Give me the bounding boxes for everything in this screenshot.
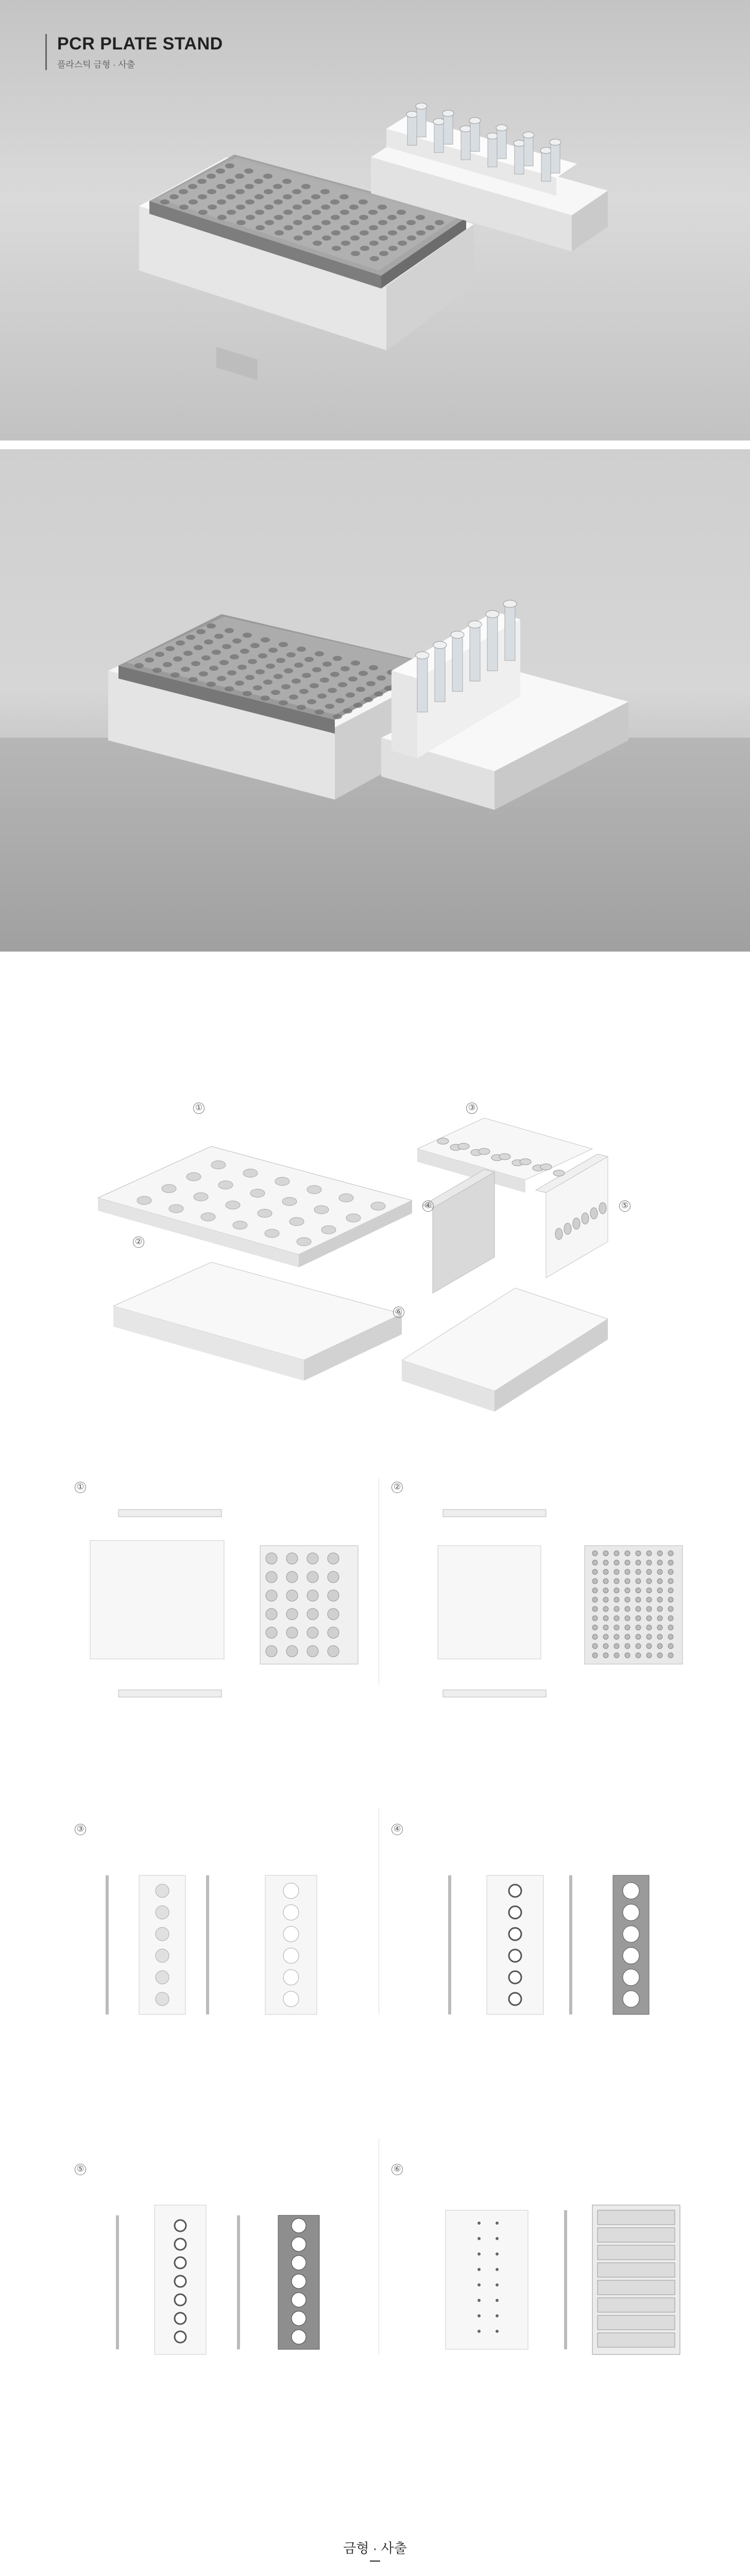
callout-3: ③: [466, 1103, 478, 1114]
page-title: PCR PLATE STAND: [57, 34, 223, 54]
exploded-view-image: [0, 1072, 750, 1432]
hero-render-2: [0, 449, 750, 952]
hero-render-1: [0, 0, 750, 440]
orthographic-views: [0, 1463, 750, 2432]
view-label-3: ③: [75, 1824, 86, 1835]
view-label-5: ⑤: [75, 2164, 86, 2175]
orthographic-views-image: [0, 1463, 750, 2432]
exploded-plate-base: [113, 1262, 402, 1381]
header: [45, 34, 223, 70]
callout-6: ⑥: [393, 1307, 404, 1318]
view-5: [116, 2205, 319, 2354]
finish-title: 금형 · 사출: [343, 2540, 407, 2556]
callout-1: ①: [193, 1103, 204, 1114]
exploded-view: [0, 1072, 750, 1432]
view-2: [438, 1510, 683, 1697]
exploded-plate-top: [98, 1146, 412, 1267]
callout-2: ②: [133, 1236, 144, 1248]
finish-title-underline: [370, 2561, 380, 2562]
view-3: [106, 1875, 317, 2014]
view-label-2: ②: [391, 1482, 403, 1493]
view-label-1: ①: [75, 1482, 86, 1493]
view-label-6: ⑥: [391, 2164, 403, 2175]
view-label-4: ④: [391, 1824, 403, 1835]
callout-4: ④: [422, 1200, 434, 1212]
callout-5: ⑤: [619, 1200, 630, 1212]
view-1: [90, 1510, 358, 1697]
exploded-rack-parts: [402, 1118, 608, 1412]
hero-render-2-image: [0, 449, 750, 952]
mold-injection-section: [0, 2499, 750, 2576]
page-subtitle: 플라스틱 금형 · 사출: [57, 60, 135, 70]
view-4: [448, 1875, 649, 2014]
